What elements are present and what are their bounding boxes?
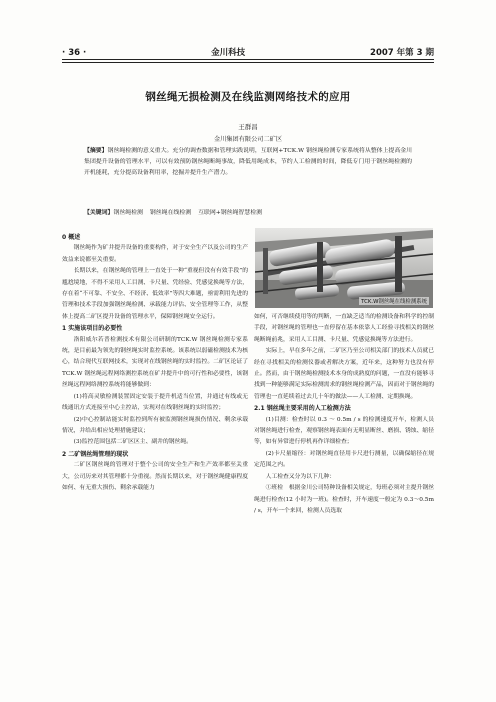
section-heading: 2.1 钢丝绳主要采用的人工检测方法 xyxy=(254,405,351,413)
photo-caption: TCK.W钢丝绳在线检测系统 xyxy=(361,299,427,305)
body-paragraph: (2)中心控制站能实时监控到所有被监测钢丝绳损伤情况、剩余承载情况，并给出相应处理措施建议； xyxy=(62,416,248,434)
author: 王群昌 xyxy=(238,123,258,131)
body-paragraph: 实际上，早在多年之前，二矿区乃至公司相关部门的技术人员就已经在寻找相关的检测仪器或者解决方案，近年来，这种努力也没有停止。然而，由于钢丝绳检测技术本身的成熟度的问题，一直没有能够寻找到一种能够满足实际检测需求的钢丝绳检测产品，因而对于钢丝绳的管理也一直延续着过去几十年的做法——人工检测、定期换绳。 xyxy=(254,348,434,400)
body-paragraph: (1)将高灵敏检测装置固定安装于提升机适当位置，并通过有线或无线通讯方式连接至中心主控站，实现对在线钢丝绳的实时监控； xyxy=(62,393,248,412)
body-paragraph: ①班检 根据金川公司特种设备相关规定，每班必须对主提升钢丝绳进行检查(12 小时为一班)。检查时，开车速度一般定为 0.3～0.5m / s，开车一个来回，检测人员选取 xyxy=(254,485,434,514)
article-title: 钢丝绳无损检测及在线监测网络技术的应用 xyxy=(145,91,351,103)
affiliation: 金川集团有限公司二矿区 xyxy=(213,136,283,143)
keyword: 钢丝绳在线检测 xyxy=(149,210,192,216)
body-paragraph: (2)卡尺量缩径：对钢丝绳直径用卡尺进行测量，以确保缩径在规定范围之内。 xyxy=(254,450,434,469)
section-heading: 2 二矿钢丝绳管理的现状 xyxy=(62,450,129,458)
body-paragraph: 二矿区钢丝绳的管理对于整个公司的安全生产和生产效率都至关重大，公司历来对其管理都十分重视。然而长期以来，对于钢丝绳健康程度如何、有无重大损伤、剩余承载能力 xyxy=(62,462,248,491)
left-column xyxy=(62,232,248,494)
body-paragraph: (1)目测：检查时以 0.3 ～ 0.5m / s 的检测速度开车，检测人员对钢丝绳进行检查，观察钢丝绳表面有无明显断丝、磨损、锈蚀、缩径等，如有异常进行停机再作详细检查； xyxy=(254,416,434,446)
abstract xyxy=(84,146,412,179)
body-paragraph: 人工检查又分为以下几种： xyxy=(265,473,336,480)
right-column xyxy=(254,312,434,517)
photo-image xyxy=(255,228,433,308)
keyword: 钢丝绳检测 xyxy=(113,210,143,216)
abstract-label: 【摘要】 xyxy=(84,148,108,154)
journal-name: 金川科技 xyxy=(211,48,246,58)
running-head xyxy=(62,44,434,58)
abstract-text: 钢丝绳检测的意义重大。充分的调查数据和管理实践说明，互联网+TCK.W 钢丝绳检测专家系统将从整体上提高金川集团提升设备的管理水平，可以有效预防钢丝绳断绳事故，降低用绳成本，节约人工检测的时间，降低专门用于钢丝绳检测的开机能耗，充分提高设备利用率，挖掘并提升生产潜力。 xyxy=(84,148,412,176)
keywords-label: 【关键词】 xyxy=(84,210,114,216)
header-rule-thin xyxy=(62,62,434,63)
body-paragraph: 钢丝绳作为矿井提升设备的重要构件，对于安全生产以及公司的生产效益来说都至关重要。 xyxy=(62,245,248,263)
body-paragraph: 长期以来，在钢丝绳的管理上一直处于一种“重视但没有有效手段”的尴尬境地，不得不采用人工目测、卡尺量、凭经验、凭感觉换绳等方法，存在着“不可靠、不安全、不经济、低效率”等四大难题，亟需利用先进的管理和技术手段加强钢丝绳检测、承载能力评估、安全管理等工作，从整体上提高二矿区提升设备的管理水平，保障钢丝绳安全运行。 xyxy=(62,268,248,320)
section-heading: 0 概述 xyxy=(62,234,81,241)
page-number: · 36 · xyxy=(62,48,87,58)
body-paragraph: (3)监控范围包括二矿区区主、副井的钢丝绳。 xyxy=(73,439,192,446)
keyword: 互联网+钢丝绳智慧检测 xyxy=(198,210,262,216)
keywords xyxy=(84,208,412,219)
section-heading: 1 实施该项目的必要性 xyxy=(62,325,123,333)
equipment-photo xyxy=(255,228,433,308)
body-paragraph: 洛阳威尔若普检测技术有限公司研制的TCK.W 钢丝绳检测专家系统，是目前最为领先的钢丝绳实时监控系统。该系统以弱磁检测技术为核心，结合现代互联网技术，实现对在线钢丝绳的实时监控。二矿区论证了 TCK.W 钢丝绳远程网络测控系统在矿井提升中的可行性和必要性，该钢丝绳远程网络测控系统将能够做到： xyxy=(62,336,248,389)
issue-label: 2007 年第 3 期 xyxy=(370,48,434,58)
body-paragraph: 如何，可否继续使用等的判断，一直缺乏适当的检测设备和科学的控制手段，对钢丝绳的管理也一直停留在基本依靠人工经验寻找相关的钢丝绳断绳前兆，采用人工目测、卡尺量、凭感觉换绳等方法进行。 xyxy=(254,314,434,343)
header-rule xyxy=(62,59,434,60)
